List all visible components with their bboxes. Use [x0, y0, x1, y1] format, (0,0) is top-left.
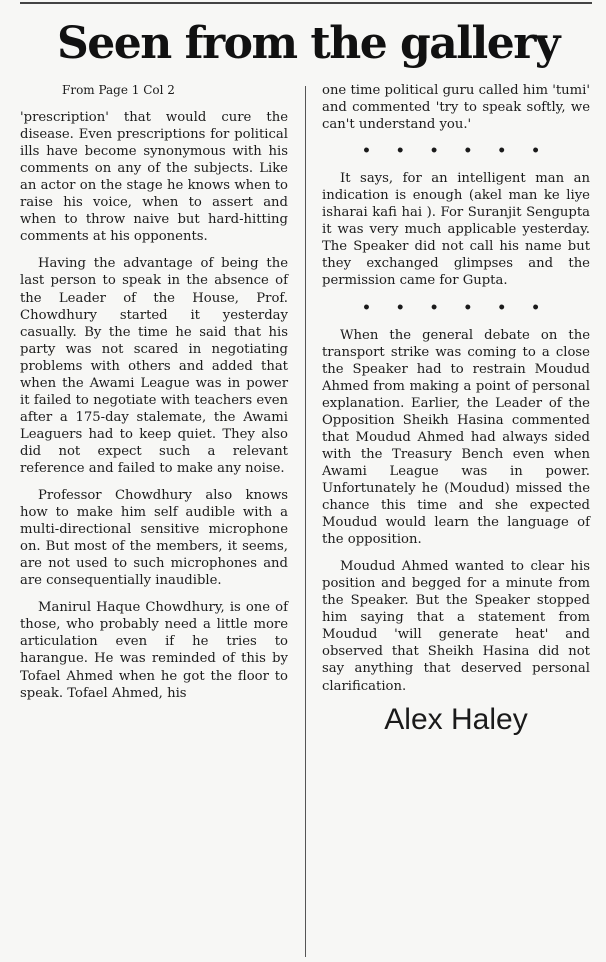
section-separator: • • • • • • [361, 299, 551, 316]
paragraph: one time political guru called him 'tumi' and commented 'try to speak softly, we can't understand you.' [322, 83, 590, 133]
section-separator: • • • • • • [361, 143, 551, 160]
column-divider [305, 86, 306, 957]
paragraph: Having the advantage of being the last person to speak in the absence of the Leader of the House, Prof. Chowdhury started it yesterday casually. By the time he said that his party was not scared in negotiating problems with others and added that when the Awami League was in power it failed to negotiate with teachers even after a 175-day stalemate, the Awami Leaguers had to keep quiet. They also did not expect such a relevant reference and failed to make any noise. [20, 256, 288, 476]
paragraph: Manirul Haque Chowdhury, is one of those, who probably need a little more articulation even if he tries to harangue. He was reminded of this by Tofael Ahmed when he got the floor to speak. Tofael Ahmed, his [20, 600, 288, 701]
top-rule [20, 2, 592, 4]
right-column [322, 82, 590, 957]
paragraph: Professor Chowdhury also knows how to make him self audible with a multi-directional sensitive microphone on. But most of the members, it seems, are not used to such microphones and are consequentially inaudible. [20, 488, 288, 589]
paragraph: 'prescription' that would cure the disease. Even prescriptions for political ills have become synonymous with his comments on any of the subjects. Like an actor on the stage he knows when to raise his voice, when to assert and when to throw naive but hard-hitting comments at his opponents. [20, 110, 288, 245]
left-column [20, 82, 288, 957]
signature: Alex Haley [384, 702, 528, 736]
headline: Seen from the gallery [57, 18, 559, 69]
continued-from: From Page 1 Col 2 [62, 83, 175, 97]
article-body [20, 82, 590, 957]
paragraph: Moudud Ahmed wanted to clear his position and begged for a minute from the Speaker. But the Speaker stopped him saying that a statement from Moudud 'will generate heat' and observed that Sheikh Hasina did not say anything that deserved personal clarification. [322, 559, 590, 694]
paragraph: When the general debate on the transport strike was coming to a close the Speaker had to restrain Moudud Ahmed from making a point of personal explanation. Earlier, the Leader of the Opposition Sheikh Hasina commented that Moudud Ahmed had always sided with the Treasury Bench even when Awami League was in power. Unfortunately he (Moudud) missed the chance this time and she expected Moudud would learn the language of the opposition. [322, 327, 590, 548]
paragraph: It says, for an intelligent man an indication is enough (akel man ke liye isharai kafi hai ). For Suranjit Sengupta it was very much applicable yesterday. The Speaker did not call his name but they exchanged glimpses and the permission came for Gupta. [322, 171, 590, 289]
